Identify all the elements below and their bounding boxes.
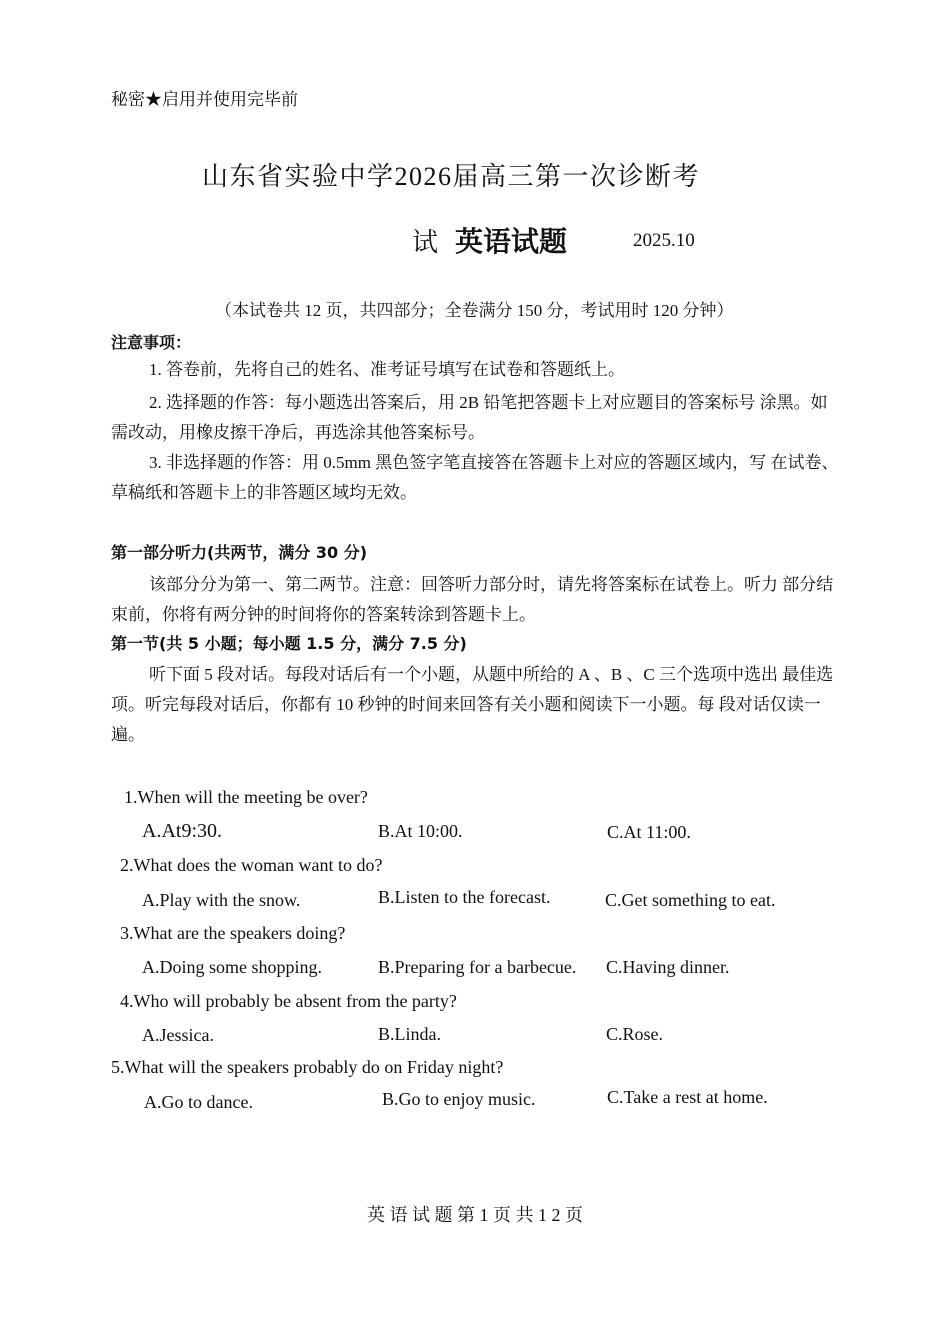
option-a: A.At9:30. (142, 820, 222, 842)
notice-heading: 注意事项： (111, 333, 192, 352)
option-a: A.Play with the snow. (142, 890, 301, 910)
question-stem: 3.What are the speakers doing? (120, 923, 346, 943)
question-stem: 1.When will the meeting be over? (124, 787, 368, 807)
part1-intro: 该部分分为第一、第二两节。注意：回答听力部分时，请先将答案标在试卷上。听力 部分结束前，你将有两分钟的时间将你的答案转涂到答题卡上。 (111, 575, 834, 624)
option-a: A.Jessica. (142, 1025, 214, 1045)
section1-heading: 第一节(共 5 小题；每小题 1.5 分，满分 7.5 分) (111, 634, 467, 653)
section1-intro: 听下面 5 段对话。每段对话后有一个小题，从题中所给的 A 、B 、C 三个选项中选出 最佳选项。听完每段对话后，你都有 10 秒钟的时间来回答有关小题和阅读下一小题。每 段对话仅读一遍。 (111, 665, 834, 744)
confidential-label: 秘密★启用并使用完毕前 (111, 90, 298, 109)
option-c: C.Rose. (606, 1024, 664, 1044)
exam-info: （本试卷共 12 页，共四部分；全卷满分 150 分，考试用时 120 分钟） (215, 301, 734, 320)
option-a: A.Doing some shopping. (142, 957, 322, 977)
option-a: A.Go to dance. (144, 1092, 253, 1112)
option-c: C.Having dinner. (606, 957, 730, 977)
notice-item: 2. 选择题的作答：每小题选出答案后，用 2B 铅笔把答题卡上对应题目的答案标号 涂黑。如需改动，用橡皮擦干净后，再选涂其他答案标号。 (111, 393, 828, 442)
exam-title-line2-prefix: 试 (412, 228, 439, 257)
question-stem: 4.Who will probably be absent from the party? (120, 991, 457, 1011)
option-b: B.Go to enjoy music. (382, 1089, 536, 1109)
notice-item: 1. 答卷前，先将自己的姓名、准考证号填写在试卷和答题纸上。 (149, 360, 625, 379)
option-b: B.Linda. (378, 1024, 441, 1044)
option-b: B.Listen to the forecast. (378, 887, 551, 907)
exam-title-line1: 山东省实验中学2026届高三第一次诊断考 (202, 162, 701, 191)
option-c: C.Take a rest at home. (607, 1087, 768, 1107)
subject-title: 英语试题 (455, 225, 568, 258)
option-b: B.Preparing for a barbecue. (378, 957, 577, 977)
question-stem: 2.What does the woman want to do? (120, 855, 383, 875)
page-footer: 英 语 试 题 第 1 页 共 1 2 页 (367, 1205, 583, 1225)
part1-heading: 第一部分听力(共两节，满分 30 分) (111, 543, 368, 562)
option-c: C.At 11:00. (607, 822, 691, 842)
option-b: B.At 10:00. (378, 821, 463, 841)
option-c: C.Get something to eat. (605, 890, 776, 910)
exam-date: 2025.10 (633, 230, 695, 251)
question-stem: 5.What will the speakers probably do on Friday night? (111, 1057, 504, 1077)
notice-item: 3. 非选择题的作答：用 0.5mm 黑色签字笔直接答在答题卡上对应的答题区域内，写 在试卷、草稿纸和答题卡上的非答题区域均无效。 (111, 453, 839, 502)
